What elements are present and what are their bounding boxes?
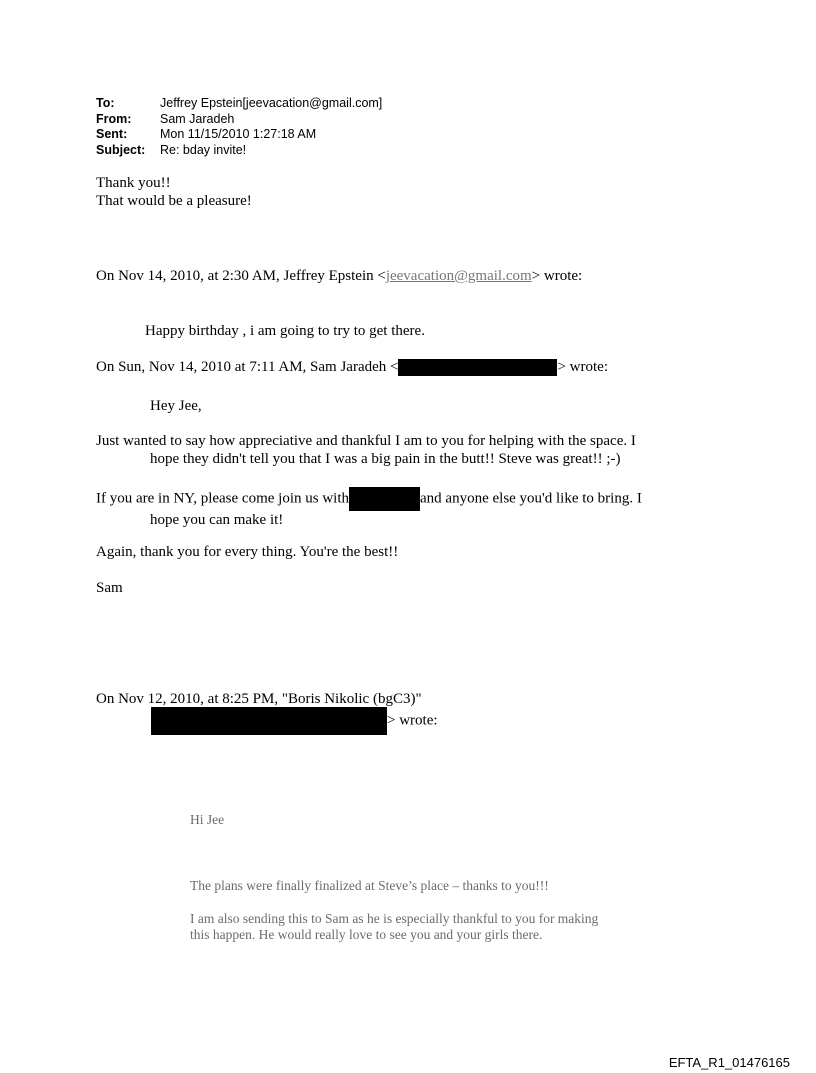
subject-label: Subject: xyxy=(96,142,146,157)
subject-value: Re: bday invite! xyxy=(160,142,247,157)
header-from-row xyxy=(96,112,382,128)
quote2-para1-line1: Just wanted to say how appreciative and thankful I am to you for helping with the space. I xyxy=(96,433,636,449)
quote2-signature: Sam xyxy=(96,580,123,596)
quote3-para2-line1: I am also sending this to Sam as he is especially thankful to you for making xyxy=(190,911,599,926)
quote2-paragraph-3: Again, thank you for every thing. You're the best!! xyxy=(96,544,399,560)
header-to-row xyxy=(96,96,382,112)
quote2-paragraph-1 xyxy=(96,432,636,468)
header-sent-row xyxy=(96,127,382,143)
to-value: Jeffrey Epstein[jeevacation@gmail.com] xyxy=(160,96,383,110)
quote2-para1-line2: hope they didn't tell you that I was a big pain in the butt!! Steve was great!! ;-) xyxy=(150,451,621,467)
reply-body xyxy=(96,174,252,210)
sent-value: Mon 11/15/2010 1:27:18 AM xyxy=(160,127,317,141)
from-label: From: xyxy=(96,111,132,126)
quote3-intro-after: > wrote: xyxy=(387,712,438,729)
email-header xyxy=(96,96,382,158)
quote3-paragraph-1: The plans were finally finalized at Steve’s place – thanks to you!!! xyxy=(190,878,549,893)
reply-line-2: That would be a pleasure! xyxy=(96,193,252,209)
quote1-intro-before: On Nov 14, 2010, at 2:30 AM, Jeffrey Epstein < xyxy=(96,268,386,284)
quote3-paragraph-2 xyxy=(190,911,598,943)
quote2-para2-after: and anyone else you'd like to bring. I xyxy=(420,490,642,507)
quote3-para2-line2: this happen. He would really love to see you and your girls there. xyxy=(190,927,543,942)
quote1-email-link[interactable]: jeevacation@gmail.com xyxy=(385,268,532,284)
redaction-box xyxy=(151,707,387,735)
quote2-para2-line2: hope you can make it! xyxy=(150,512,284,528)
quote3-greeting: Hi Jee xyxy=(190,812,225,827)
to-label: To: xyxy=(96,96,115,110)
quote2-intro-after: > wrote: xyxy=(557,359,608,375)
redaction-box xyxy=(349,487,420,511)
quote2-paragraph-2 xyxy=(96,487,642,529)
document-id-footer: EFTA_R1_01476165 xyxy=(668,1055,790,1070)
reply-line-1: Thank you!! xyxy=(96,175,171,191)
quote3-intro-line1: On Nov 12, 2010, at 8:25 PM, "Boris Nikolic (bgC3)" xyxy=(96,691,422,707)
quote1-intro xyxy=(96,267,582,285)
quote2-intro-before: On Sun, Nov 14, 2010 at 7:11 AM, Sam Jaradeh < xyxy=(96,359,399,375)
quote1-intro-after: > wrote: xyxy=(531,268,583,284)
quote1-body: Happy birthday , i am going to try to get there. xyxy=(145,323,425,339)
from-value: Sam Jaradeh xyxy=(160,111,235,126)
quote3-intro-line2 xyxy=(151,707,438,735)
quote2-intro xyxy=(96,358,608,376)
sent-label: Sent: xyxy=(96,127,128,141)
quote2-greeting: Hey Jee, xyxy=(150,398,202,414)
quote2-para2-before: If you are in NY, please come join us with xyxy=(96,490,350,507)
header-subject-row xyxy=(96,143,382,159)
redaction-box xyxy=(398,359,557,376)
